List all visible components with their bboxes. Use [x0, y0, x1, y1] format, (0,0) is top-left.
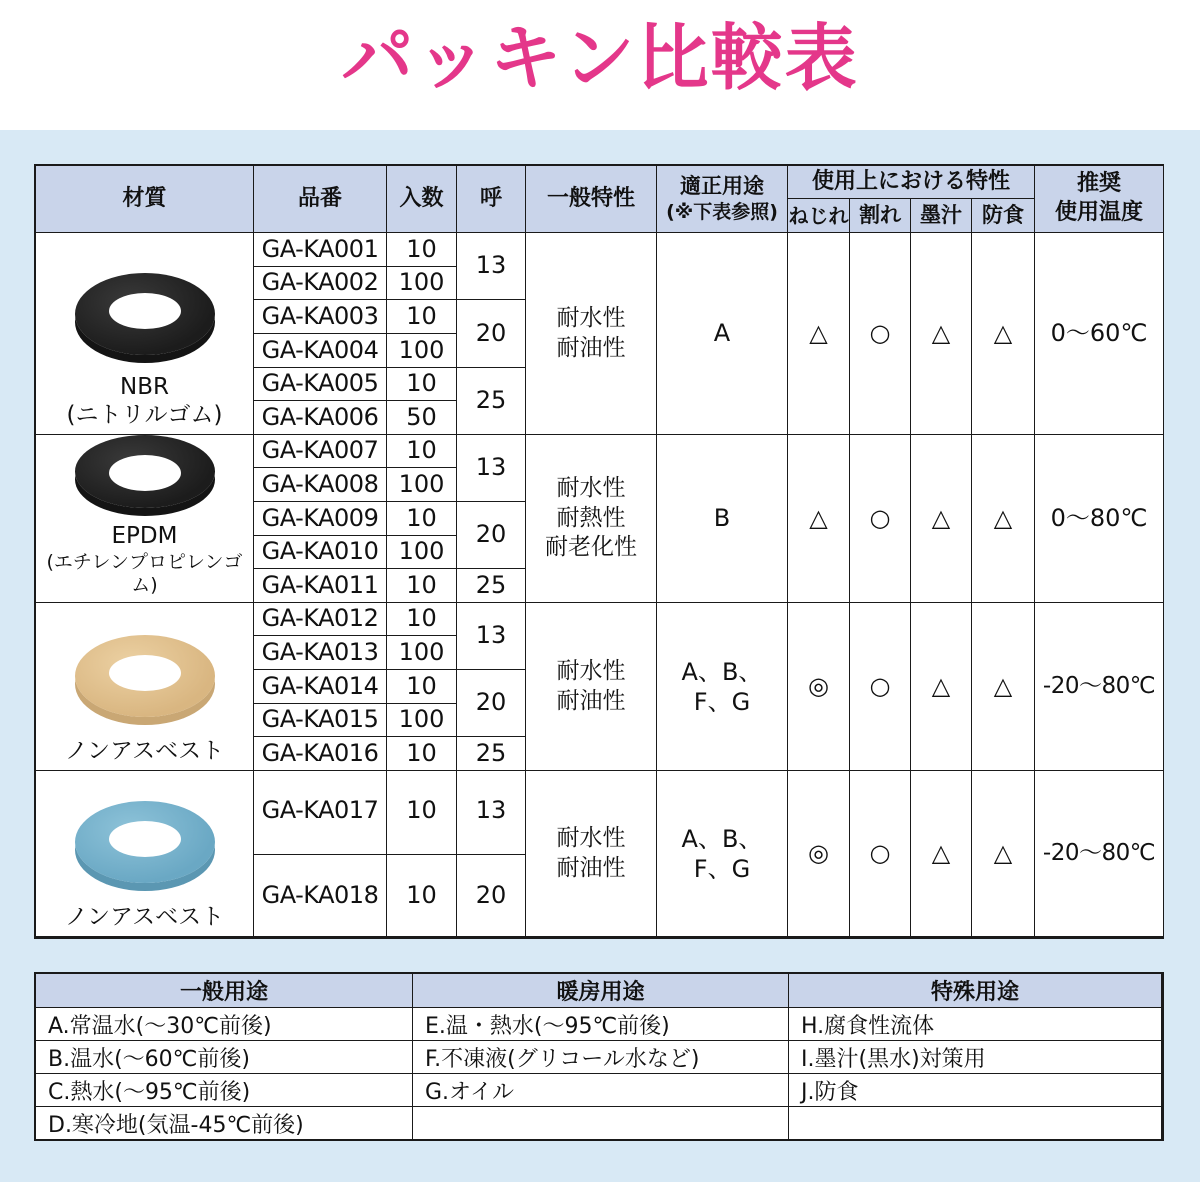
- quantity: 10: [387, 737, 457, 771]
- header-material: 材質: [36, 166, 254, 233]
- header-ink-water: 墨汁: [911, 199, 972, 233]
- material-name: NBR: [120, 373, 169, 400]
- gasket-image-tan: [75, 635, 215, 717]
- corrosion-rating: △: [972, 435, 1035, 603]
- nominal-size: 13: [457, 603, 526, 670]
- header-quantity: 入数: [387, 166, 457, 233]
- quantity: 10: [387, 569, 457, 603]
- header-crack: 割れ: [850, 199, 911, 233]
- nominal-size: 25: [457, 569, 526, 603]
- material-name: ノンアスベスト: [64, 904, 225, 931]
- part-number: GA-KA015: [254, 704, 387, 737]
- application-legend-table: [34, 972, 1164, 1141]
- header-temperature: [1035, 166, 1164, 233]
- quantity: 100: [387, 536, 457, 569]
- legend-header-heating: 暖房用途: [413, 974, 789, 1008]
- crack-rating: ○: [850, 233, 911, 435]
- material-name: EPDM: [111, 522, 178, 549]
- temperature: -20～80℃: [1035, 603, 1164, 771]
- quantity: 10: [387, 855, 457, 937]
- crack-rating: ○: [850, 435, 911, 603]
- legend-header-special: 特殊用途: [789, 974, 1162, 1008]
- header-applications-line2: (※下表参照): [666, 201, 778, 224]
- legend-item: I.墨汁(黒水)対策用: [789, 1041, 1162, 1074]
- nominal-size: 20: [457, 300, 526, 368]
- page-title: パッキン比較表: [341, 16, 859, 100]
- corrosion-rating: △: [972, 771, 1035, 937]
- quantity: 100: [387, 267, 457, 300]
- part-number: GA-KA009: [254, 502, 387, 536]
- ink-water-rating: △: [911, 603, 972, 771]
- header-temperature-line2: 使用温度: [1054, 200, 1143, 225]
- part-number: GA-KA002: [254, 267, 387, 300]
- header-nominal-size: 呼: [457, 166, 526, 233]
- quantity: 10: [387, 435, 457, 468]
- header-applications: [657, 166, 788, 233]
- application-code: F、G: [693, 854, 751, 883]
- property: 耐水性: [556, 824, 626, 851]
- general-properties: [526, 603, 657, 771]
- general-properties: [526, 435, 657, 603]
- ink-water-rating: △: [911, 771, 972, 937]
- application-code: B: [713, 503, 731, 532]
- application-code: A: [713, 318, 731, 347]
- legend-item: B.温水(～60℃前後): [36, 1041, 413, 1074]
- part-number: GA-KA014: [254, 670, 387, 704]
- header-general-properties: 一般特性: [526, 166, 657, 233]
- header-usage-characteristics: 使用上における特性: [788, 166, 1035, 199]
- legend-item: [413, 1107, 789, 1139]
- part-number: GA-KA006: [254, 401, 387, 435]
- legend-item: H.腐食性流体: [789, 1008, 1162, 1041]
- part-number: GA-KA008: [254, 468, 387, 502]
- property: 耐熱性: [556, 504, 626, 531]
- property: 耐水性: [556, 657, 626, 684]
- quantity: 10: [387, 233, 457, 267]
- legend-item: [789, 1107, 1162, 1139]
- general-properties: [526, 771, 657, 937]
- nominal-size: 20: [457, 670, 526, 737]
- twist-rating: ◎: [788, 603, 850, 771]
- property: 耐水性: [556, 304, 626, 331]
- twist-rating: △: [788, 233, 850, 435]
- property: 耐油性: [556, 854, 626, 881]
- gasket-image-black: [75, 273, 215, 355]
- part-number: GA-KA016: [254, 737, 387, 771]
- legend-item: E.温・熱水(～95℃前後): [413, 1008, 789, 1041]
- general-properties: [526, 233, 657, 435]
- legend-item: F.不凍液(グリコール水など): [413, 1041, 789, 1074]
- quantity: 10: [387, 603, 457, 636]
- corrosion-rating: △: [972, 603, 1035, 771]
- part-number: GA-KA001: [254, 233, 387, 267]
- nominal-size: 13: [457, 435, 526, 502]
- nominal-size: 20: [457, 855, 526, 937]
- header-corrosion-protection: 防食: [972, 199, 1035, 233]
- header-temperature-line1: 推奨: [1076, 171, 1121, 197]
- nominal-size: 20: [457, 502, 526, 569]
- material-subname: (ニトリルゴム): [66, 402, 223, 429]
- ink-water-rating: △: [911, 435, 972, 603]
- header-twist: ねじれ: [788, 199, 850, 233]
- twist-rating: ◎: [788, 771, 850, 937]
- applications: [657, 233, 788, 435]
- legend-item: A.常温水(～30℃前後): [36, 1008, 413, 1041]
- header-applications-line1: 適正用途: [680, 174, 764, 198]
- temperature: -20～80℃: [1035, 771, 1164, 937]
- applications: [657, 435, 788, 603]
- gasket-image-black: [75, 435, 215, 508]
- part-number: GA-KA003: [254, 300, 387, 334]
- part-number: GA-KA010: [254, 536, 387, 569]
- comparison-table: [34, 164, 1164, 939]
- ink-water-rating: △: [911, 233, 972, 435]
- crack-rating: ○: [850, 603, 911, 771]
- nominal-size: 25: [457, 368, 526, 435]
- part-number: GA-KA005: [254, 368, 387, 401]
- application-code: A、B、: [681, 657, 763, 686]
- material-cell-non-asbestos-tan: [36, 603, 254, 771]
- part-number: GA-KA011: [254, 569, 387, 603]
- quantity: 10: [387, 502, 457, 536]
- quantity: 100: [387, 704, 457, 737]
- material-name: ノンアスベスト: [64, 738, 225, 765]
- nominal-size: 25: [457, 737, 526, 771]
- part-number: GA-KA007: [254, 435, 387, 468]
- material-cell-epdm: [36, 435, 254, 603]
- gasket-image-blue: [75, 801, 215, 883]
- legend-item: D.寒冷地(気温-45℃前後): [36, 1107, 413, 1139]
- part-number: GA-KA018: [254, 855, 387, 937]
- twist-rating: △: [788, 435, 850, 603]
- part-number: GA-KA017: [254, 771, 387, 855]
- crack-rating: ○: [850, 771, 911, 937]
- legend-item: J.防食: [789, 1074, 1162, 1107]
- property: 耐油性: [556, 687, 626, 714]
- legend-header-general: 一般用途: [36, 974, 413, 1008]
- quantity: 10: [387, 670, 457, 704]
- quantity: 100: [387, 636, 457, 670]
- applications: [657, 603, 788, 771]
- nominal-size: 13: [457, 233, 526, 300]
- property: 耐油性: [556, 334, 626, 361]
- part-number: GA-KA013: [254, 636, 387, 670]
- quantity: 50: [387, 401, 457, 435]
- quantity: 100: [387, 334, 457, 368]
- quantity: 10: [387, 300, 457, 334]
- temperature: 0～60℃: [1035, 233, 1164, 435]
- part-number: GA-KA004: [254, 334, 387, 368]
- part-number: GA-KA012: [254, 603, 387, 636]
- quantity: 10: [387, 368, 457, 401]
- nominal-size: 13: [457, 771, 526, 855]
- property: 耐水性: [556, 474, 626, 501]
- application-code: A、B、: [681, 824, 763, 853]
- temperature: 0～80℃: [1035, 435, 1164, 603]
- applications: [657, 771, 788, 937]
- legend-item: C.熱水(～95℃前後): [36, 1074, 413, 1107]
- legend-item: G.オイル: [413, 1074, 789, 1107]
- corrosion-rating: △: [972, 233, 1035, 435]
- material-subname: (エチレンプロピレンゴム): [46, 550, 243, 597]
- material-cell-nbr: [36, 233, 254, 435]
- property: 耐老化性: [545, 534, 637, 561]
- quantity: 100: [387, 468, 457, 502]
- header-part-number: 品番: [254, 166, 387, 233]
- application-code: F、G: [693, 687, 751, 716]
- quantity: 10: [387, 771, 457, 855]
- material-cell-non-asbestos-blue: [36, 771, 254, 937]
